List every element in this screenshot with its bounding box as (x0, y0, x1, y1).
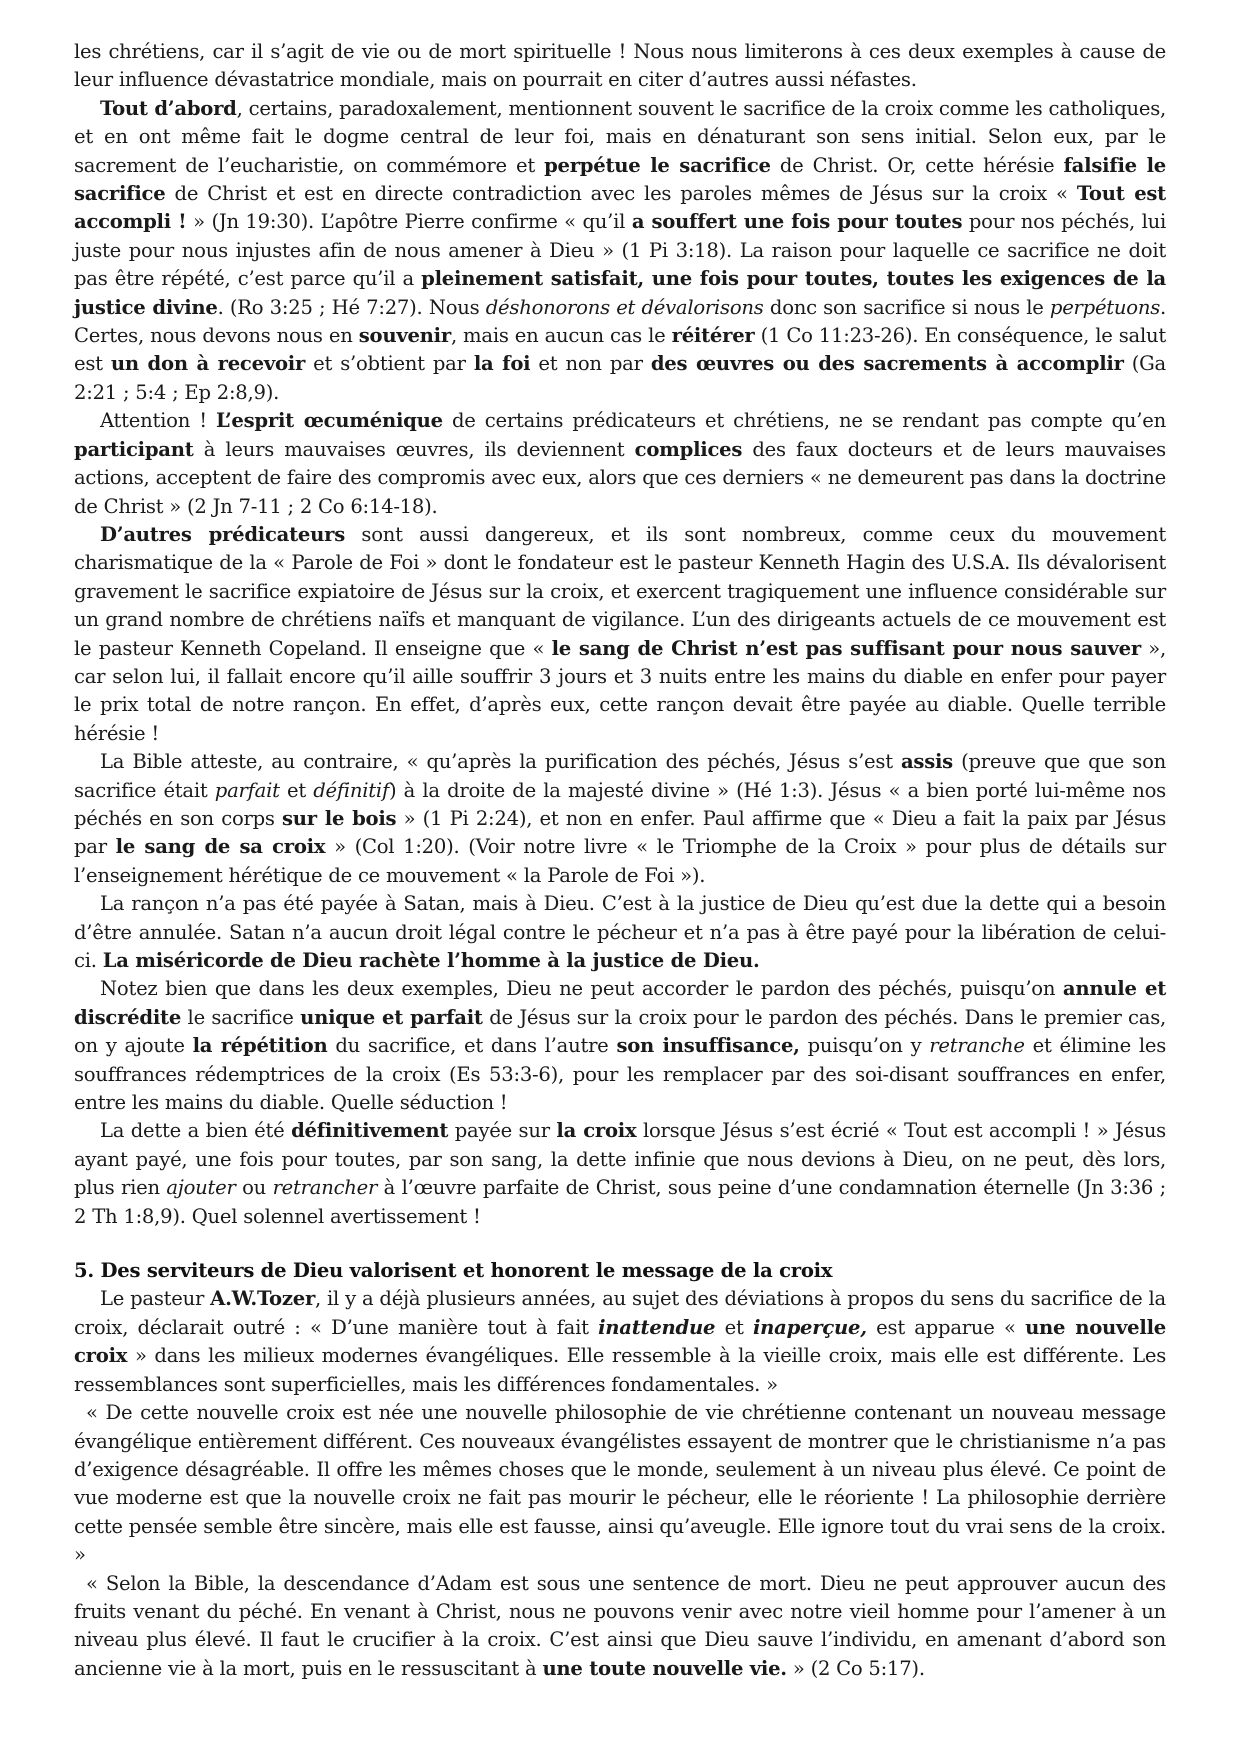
bold-text: annule et discrédite (74, 977, 1166, 1029)
text-run: » (1 Pi 2:24), et non en enfer. Paul affirme que « Dieu a fait la paix par Jésus par (74, 806, 1166, 859)
paragraph (74, 95, 1166, 407)
bold-text: des œuvres ou des sacrements à accomplir (650, 352, 1124, 376)
paragraph (74, 38, 1166, 95)
text-run: . Certes, nous devons nous en (74, 295, 1166, 348)
section-heading: 5. Des serviteurs de Dieu valorisent et honorent le message de la croix (74, 1259, 833, 1283)
text-run: (1 Co 11:23-26). En conséquence, le salut est (74, 324, 1166, 376)
text-run: le sacrifice (181, 1005, 301, 1029)
bold-text (598, 1316, 715, 1339)
italic-text: définitif (313, 778, 389, 802)
italic-text: déshonorons et dévalorisons (485, 295, 764, 319)
section-text (74, 1285, 1166, 1683)
paragraph (74, 407, 1166, 521)
bold-text: un don à recevoir (110, 352, 306, 376)
bold-text: Tout d’abord (100, 96, 237, 120)
text-run: (Ga 2:21 ; 5:4 ; Ep 2:8,9). (74, 352, 1166, 404)
text-run: , mais en aucun cas le (450, 324, 672, 348)
text-run: », car selon lui, il fallait encore qu’il aille souffrir 3 jours et 3 nuits entre les mains du diable en enfer pour payer le prix total de notre rançon. En effet, d’après eux, cette rançon devait être payée au diable. Quelle terrible hérésie ! (74, 636, 1166, 745)
body-text (74, 38, 1166, 1231)
text-run: et non par (530, 352, 651, 376)
bold-text: L’esprit œcuménique (216, 409, 443, 433)
text-run: sont aussi dangereux, et ils sont nombreux, comme ceux du mouvement charismatique de la « Parole de Foi » dont le fondateur est le pasteur Kenneth Hagin des U.S.A. Ils dévalorisent gravement le sacrifice expiatoire de Jésus sur la croix, et exercent tragiquement une influence considérable sur un grand nombre de chrétiens naïfs et manquant de vigilance. L’un des dirigeants actuels de ce mouvement est le pasteur Kenneth Copeland. Il enseigne que « (74, 522, 1166, 660)
text-run: La Bible atteste, au contraire, « qu’après la purification des péchés, Jésus s’est (100, 750, 901, 774)
text-run: , certains, paradoxalement, mentionnent souvent le sacrifice de la croix comme les catholiques, et en ont même fait le dogme central de leur foi, mais en dénaturant son sens initial. Selon eux, par le sacrement de l’eucharistie, on commémore et (74, 96, 1166, 177)
text-run: La dette a bien été (100, 1119, 292, 1143)
bold-text: D’autres prédicateurs (100, 522, 345, 546)
bold-text: falsifie le sacrifice (74, 153, 1166, 206)
bold-text: participant (74, 437, 194, 461)
bold-text: la croix (556, 1119, 637, 1143)
paragraph (74, 890, 1166, 975)
text-run: et s’obtient par (305, 352, 474, 376)
text-run: Notez bien que dans les deux exemples, Dieu ne peut accorder le pardon des péchés, puisqu’on (100, 977, 1063, 1001)
bold-text: sur le bois (282, 806, 397, 830)
bold-text: le sang de sa croix (115, 835, 326, 859)
text-run: lorsque Jésus s’est écrié « Tout est accompli ! » Jésus ayant payé, une fois pour toutes, par son sang, la dette infinie que nous devions à Dieu, on ne peut, dès lors, plus rien (74, 1119, 1166, 1200)
bold-text: son insuffisance, (616, 1034, 800, 1058)
paragraph (74, 1399, 1166, 1569)
text-run: La rançon n’a pas été payée à Satan, mais à Dieu. C’est à la justice de Dieu qu’est due la dette qui a besoin d’être annulée. Satan n’a aucun droit légal contre le pécheur et n’a pas à être payé pour la libération de celui-ci. (74, 892, 1166, 972)
text-run: de Jésus sur la croix pour le pardon des péchés. Dans le premier cas, on y ajoute (74, 1005, 1166, 1058)
text-run: et (715, 1315, 753, 1339)
bold-text: une nouvelle croix (74, 1315, 1166, 1368)
text-run: est apparue « (866, 1315, 1026, 1339)
italic-text: perpétuons (1049, 295, 1161, 319)
bold-text: une toute nouvelle vie. (542, 1656, 787, 1680)
text-run: (preuve que que son sacrifice était (74, 750, 1166, 802)
text-run: ) à la droite de la majesté divine » (Hé 1:3). Jésus « a bien porté lui-même nos péchés en son corps (74, 778, 1166, 830)
bold-text: pleinement satisfait, une fois pour toutes, toutes les exigences de la justice divine (74, 267, 1166, 319)
document-page (74, 38, 1166, 1683)
bold-text: a souffert une fois pour toutes (631, 210, 963, 234)
text-run: , il y a déjà plusieurs années, au sujet des déviations à propos du sens du sacrifice de la croix, déclarait outré : « D’une manière tout à fait (74, 1287, 1166, 1339)
text-run: et élimine les souffrances rédemptrices de la croix (Es 53:3-6), pour les remplacer par des soi-disant souffrances en enfer, entre les mains du diable. Quelle séduction ! (74, 1034, 1167, 1115)
italic-text: ajouter (166, 1176, 236, 1200)
text-run: payée sur (448, 1119, 557, 1143)
text-run: les chrétiens, car il s’agit de vie ou de mort spirituelle ! Nous nous limiterons à ces deux exemples à cause de leur influence dévastatrice mondiale, mais on pourrait en citer d’autres aussi néfastes. (74, 40, 1166, 92)
text-run: ou (235, 1176, 273, 1200)
italic-text: retranche (929, 1034, 1025, 1058)
text-run: puisqu’on y (799, 1034, 930, 1058)
emphasis-text: inaperçue, (752, 1315, 867, 1339)
bold-text: la foi (473, 352, 531, 376)
text-run: » (Col 1:20). (Voir notre livre « le Triomphe de la Croix » pour plus de détails sur l’enseignement hérétique de ce mouvement « la Parole de Foi »). (74, 835, 1166, 887)
paragraph (74, 521, 1166, 748)
text-run: du sacrifice, et dans l’autre (327, 1034, 617, 1058)
text-run: « De cette nouvelle croix est née une nouvelle philosophie de vie chrétienne contenant un nouveau message évangélique entièrement différent. Ces nouveaux évangélistes essayent de montrer que le christianisme n’a pas d’exigence désagréable. Il offre les mêmes choses que le monde, seulement à un niveau plus élevé. Ce point de vue moderne est que la nouvelle croix ne fait pas mourir le pécheur, elle le réoriente ! La philosophie derrière cette pensée semble être sincère, mais elle est fausse, ainsi qu’aveugle. Elle ignore tout du vrai sens de la croix. » (74, 1401, 1166, 1567)
text-run: et (279, 778, 314, 802)
text-run: « Selon la Bible, la descendance d’Adam est sous une sentence de mort. Dieu ne peut approuver aucun des fruits venant du péché. En venant à Christ, nous ne pouvons venir avec notre vieil homme pour l’amener à un niveau plus élevé. Il faut le crucifier à la croix. C’est ainsi que Dieu sauve l’individu, en amenant d’abord son ancienne vie à la mort, puis en le ressuscitant à (74, 1571, 1166, 1680)
bold-text: le sang de Christ n’est pas suffisant pour nous sauver (551, 636, 1141, 660)
text-run: des faux docteurs et de leurs mauvaises actions, acceptent de faire des compromis avec eux, alors que ces derniers « ne demeurent pas dans la doctrine de Christ » (2 Jn 7-11 ; 2 Co 6:14-18). (74, 437, 1166, 518)
text-run: . (Ro 3:25 ; Hé 7:27). Nous (217, 295, 486, 319)
text-run: de Christ et est en directe contradiction avec les paroles mêmes de Jésus sur la croix « (165, 182, 1077, 206)
bold-text: assis (900, 750, 953, 774)
text-run: de certains prédicateurs et chrétiens, ne se rendant pas compte qu’en (442, 409, 1166, 433)
bold-text: perpétue le sacrifice (544, 153, 771, 177)
text-run: » (2 Co 5:17). (786, 1656, 925, 1680)
text-run: » (Jn 19:30). L’apôtre Pierre confirme « qu’il (186, 210, 632, 234)
paragraph (74, 1570, 1166, 1684)
section-gap (74, 1231, 1166, 1257)
bold-text: définitivement (291, 1119, 449, 1143)
bold-text: unique et parfait (300, 1005, 483, 1029)
text-run: de Christ. Or, cette hérésie (770, 153, 1064, 177)
text-run: à l’œuvre parfaite de Christ, sous peine d’une condamnation éternelle (Jn 3:36 ; 2 Th 1:8,9). Quel solennel avertissement ! (74, 1176, 1167, 1228)
italic-text: retrancher (272, 1176, 378, 1200)
text-run: Le pasteur (100, 1287, 211, 1311)
emphasis-text: inattendue (598, 1315, 716, 1339)
text-run: pour nos péchés, lui juste pour nous injustes afin de nous amener à Dieu » (1 Pi 3:18). La raison pour laquelle ce sacrifice ne doit pas être répété, c’est parce qu’il a (74, 210, 1166, 291)
paragraph (74, 748, 1166, 890)
bold-text: complices (634, 437, 743, 461)
paragraph (74, 975, 1166, 1117)
text-run: à leurs mauvaises œuvres, ils deviennent (193, 437, 635, 461)
bold-text: A.W.Tozer (210, 1287, 316, 1311)
italic-text: parfait (214, 778, 280, 802)
bold-text: réitérer (671, 324, 755, 348)
text-run: donc son sacrifice si nous le (763, 295, 1050, 319)
text-run: » dans les milieux modernes évangéliques. Elle ressemble à la vieille croix, mais elle est différente. Les ressemblances sont superficielles, mais les différences fondamentales. » (74, 1344, 1166, 1396)
paragraph (74, 1117, 1166, 1231)
text-run: Attention ! (100, 409, 217, 433)
bold-text: souvenir (358, 324, 451, 348)
bold-text: Tout est accompli ! (74, 182, 1166, 234)
paragraph (74, 1285, 1166, 1399)
bold-text: La miséricorde de Dieu rachète l’homme à la justice de Dieu. (102, 949, 760, 972)
bold-text: la répétition (192, 1034, 328, 1058)
bold-text (753, 1316, 867, 1339)
